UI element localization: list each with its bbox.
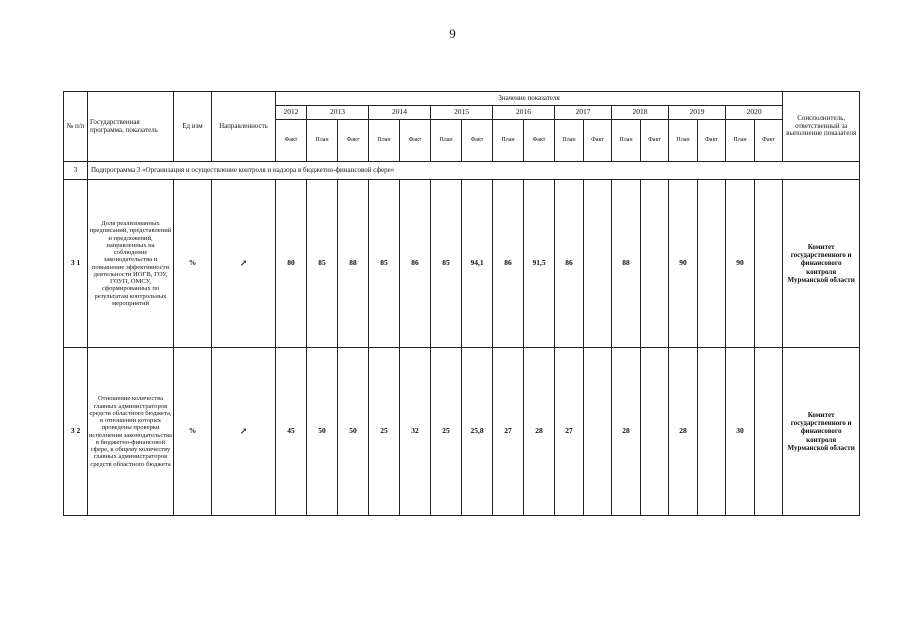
year-2013: 2013 xyxy=(307,106,369,120)
subprogram-row xyxy=(64,162,860,180)
subcol: План xyxy=(726,120,755,162)
row-unit: % xyxy=(174,180,212,348)
subcol: Факт xyxy=(755,120,783,162)
subcol: Факт xyxy=(524,120,555,162)
indicator-table xyxy=(63,91,860,516)
table-row xyxy=(64,348,860,516)
value-cell xyxy=(698,348,726,516)
subcol: План xyxy=(369,120,400,162)
value-cell: 80 xyxy=(276,180,307,348)
value-cell: 28 xyxy=(669,348,698,516)
header-coexecutor: Соисполнитель, ответственный за выполнение показателя xyxy=(783,92,860,162)
value-cell: 28 xyxy=(612,348,641,516)
year-2014: 2014 xyxy=(369,106,431,120)
value-cell: 85 xyxy=(307,180,338,348)
subprogram-num: 3 xyxy=(64,162,88,180)
page-number: 9 xyxy=(449,26,456,41)
year-2020: 2020 xyxy=(726,106,783,120)
value-cell: 85 xyxy=(431,180,462,348)
value-cell: 91,5 xyxy=(524,180,555,348)
row-num: 3 2 xyxy=(64,348,88,516)
value-cell: 25 xyxy=(431,348,462,516)
subprogram-title: Подпрограмма 3 «Организация и осуществление контроля и надзора в бюджетно-финансовой сфере» xyxy=(88,162,860,180)
indicator-name: Доля реализованных предписаний, представлений и предложений, направленных на соблюдение законодательства и повышение эффективности деятельности ИОГВ, ГОУ, ГОУП, ОМСУ, сформированных по результатам контрольных мероприятий xyxy=(88,180,174,348)
value-cell: 86 xyxy=(555,180,584,348)
value-cell: 90 xyxy=(669,180,698,348)
subcol: Факт xyxy=(338,120,369,162)
table-row xyxy=(64,180,860,348)
value-cell: 30 xyxy=(726,348,755,516)
value-cell: 28 xyxy=(524,348,555,516)
year-2016: 2016 xyxy=(493,106,555,120)
year-2018: 2018 xyxy=(612,106,669,120)
value-cell: 50 xyxy=(307,348,338,516)
subcol: Факт xyxy=(276,120,307,162)
value-cell: 88 xyxy=(612,180,641,348)
value-cell: 86 xyxy=(400,180,431,348)
subcol: Факт xyxy=(400,120,431,162)
value-cell xyxy=(584,348,612,516)
header-value-title: Значение показателя xyxy=(276,92,783,106)
subcol: План xyxy=(431,120,462,162)
year-2012: 2012 xyxy=(276,106,307,120)
value-cell: 45 xyxy=(276,348,307,516)
coexecutor-cell: Комитет государственного и финансового контроля Мурманской области xyxy=(783,348,860,516)
value-cell: 88 xyxy=(338,180,369,348)
header-program: Государственная программа, показатель xyxy=(88,92,174,162)
value-cell: 27 xyxy=(555,348,584,516)
year-2015: 2015 xyxy=(431,106,493,120)
value-cell: 32 xyxy=(400,348,431,516)
subcol: План xyxy=(555,120,584,162)
value-cell: 86 xyxy=(493,180,524,348)
value-cell xyxy=(698,180,726,348)
coexecutor-cell: Комитет государственного и финансового контроля Мурманской области xyxy=(783,180,860,348)
header-unit: Ед изм xyxy=(174,92,212,162)
arrow-up-right-icon: ↗ xyxy=(212,180,276,348)
value-cell: 25 xyxy=(369,348,400,516)
value-cell: 90 xyxy=(726,180,755,348)
value-cell xyxy=(755,180,783,348)
year-2019: 2019 xyxy=(669,106,726,120)
subcol: План xyxy=(669,120,698,162)
value-cell xyxy=(641,348,669,516)
subcol: Факт xyxy=(641,120,669,162)
subcol: Факт xyxy=(698,120,726,162)
subcol: План xyxy=(307,120,338,162)
value-cell: 25,8 xyxy=(462,348,493,516)
value-cell: 94,1 xyxy=(462,180,493,348)
year-2017: 2017 xyxy=(555,106,612,120)
value-cell xyxy=(641,180,669,348)
value-cell: 27 xyxy=(493,348,524,516)
header-row-1 xyxy=(64,92,860,106)
subcol: Факт xyxy=(584,120,612,162)
value-cell xyxy=(755,348,783,516)
arrow-up-right-icon: ↗ xyxy=(212,348,276,516)
subcol: План xyxy=(612,120,641,162)
indicator-name: Отношение количества главных администраторов средств областного бюджета, в отношении которых проведены проверки исполнения законодательства в бюджетно-финансовой сфере, к общему количеству главных администраторов средств областного бюджета xyxy=(88,348,174,516)
row-num: 3 1 xyxy=(64,180,88,348)
header-direction: Направленность xyxy=(212,92,276,162)
subcol: Факт xyxy=(462,120,493,162)
row-unit: % xyxy=(174,348,212,516)
value-cell: 50 xyxy=(338,348,369,516)
value-cell: 85 xyxy=(369,180,400,348)
header-num: № п/п xyxy=(64,92,88,162)
subcol: План xyxy=(493,120,524,162)
value-cell xyxy=(584,180,612,348)
